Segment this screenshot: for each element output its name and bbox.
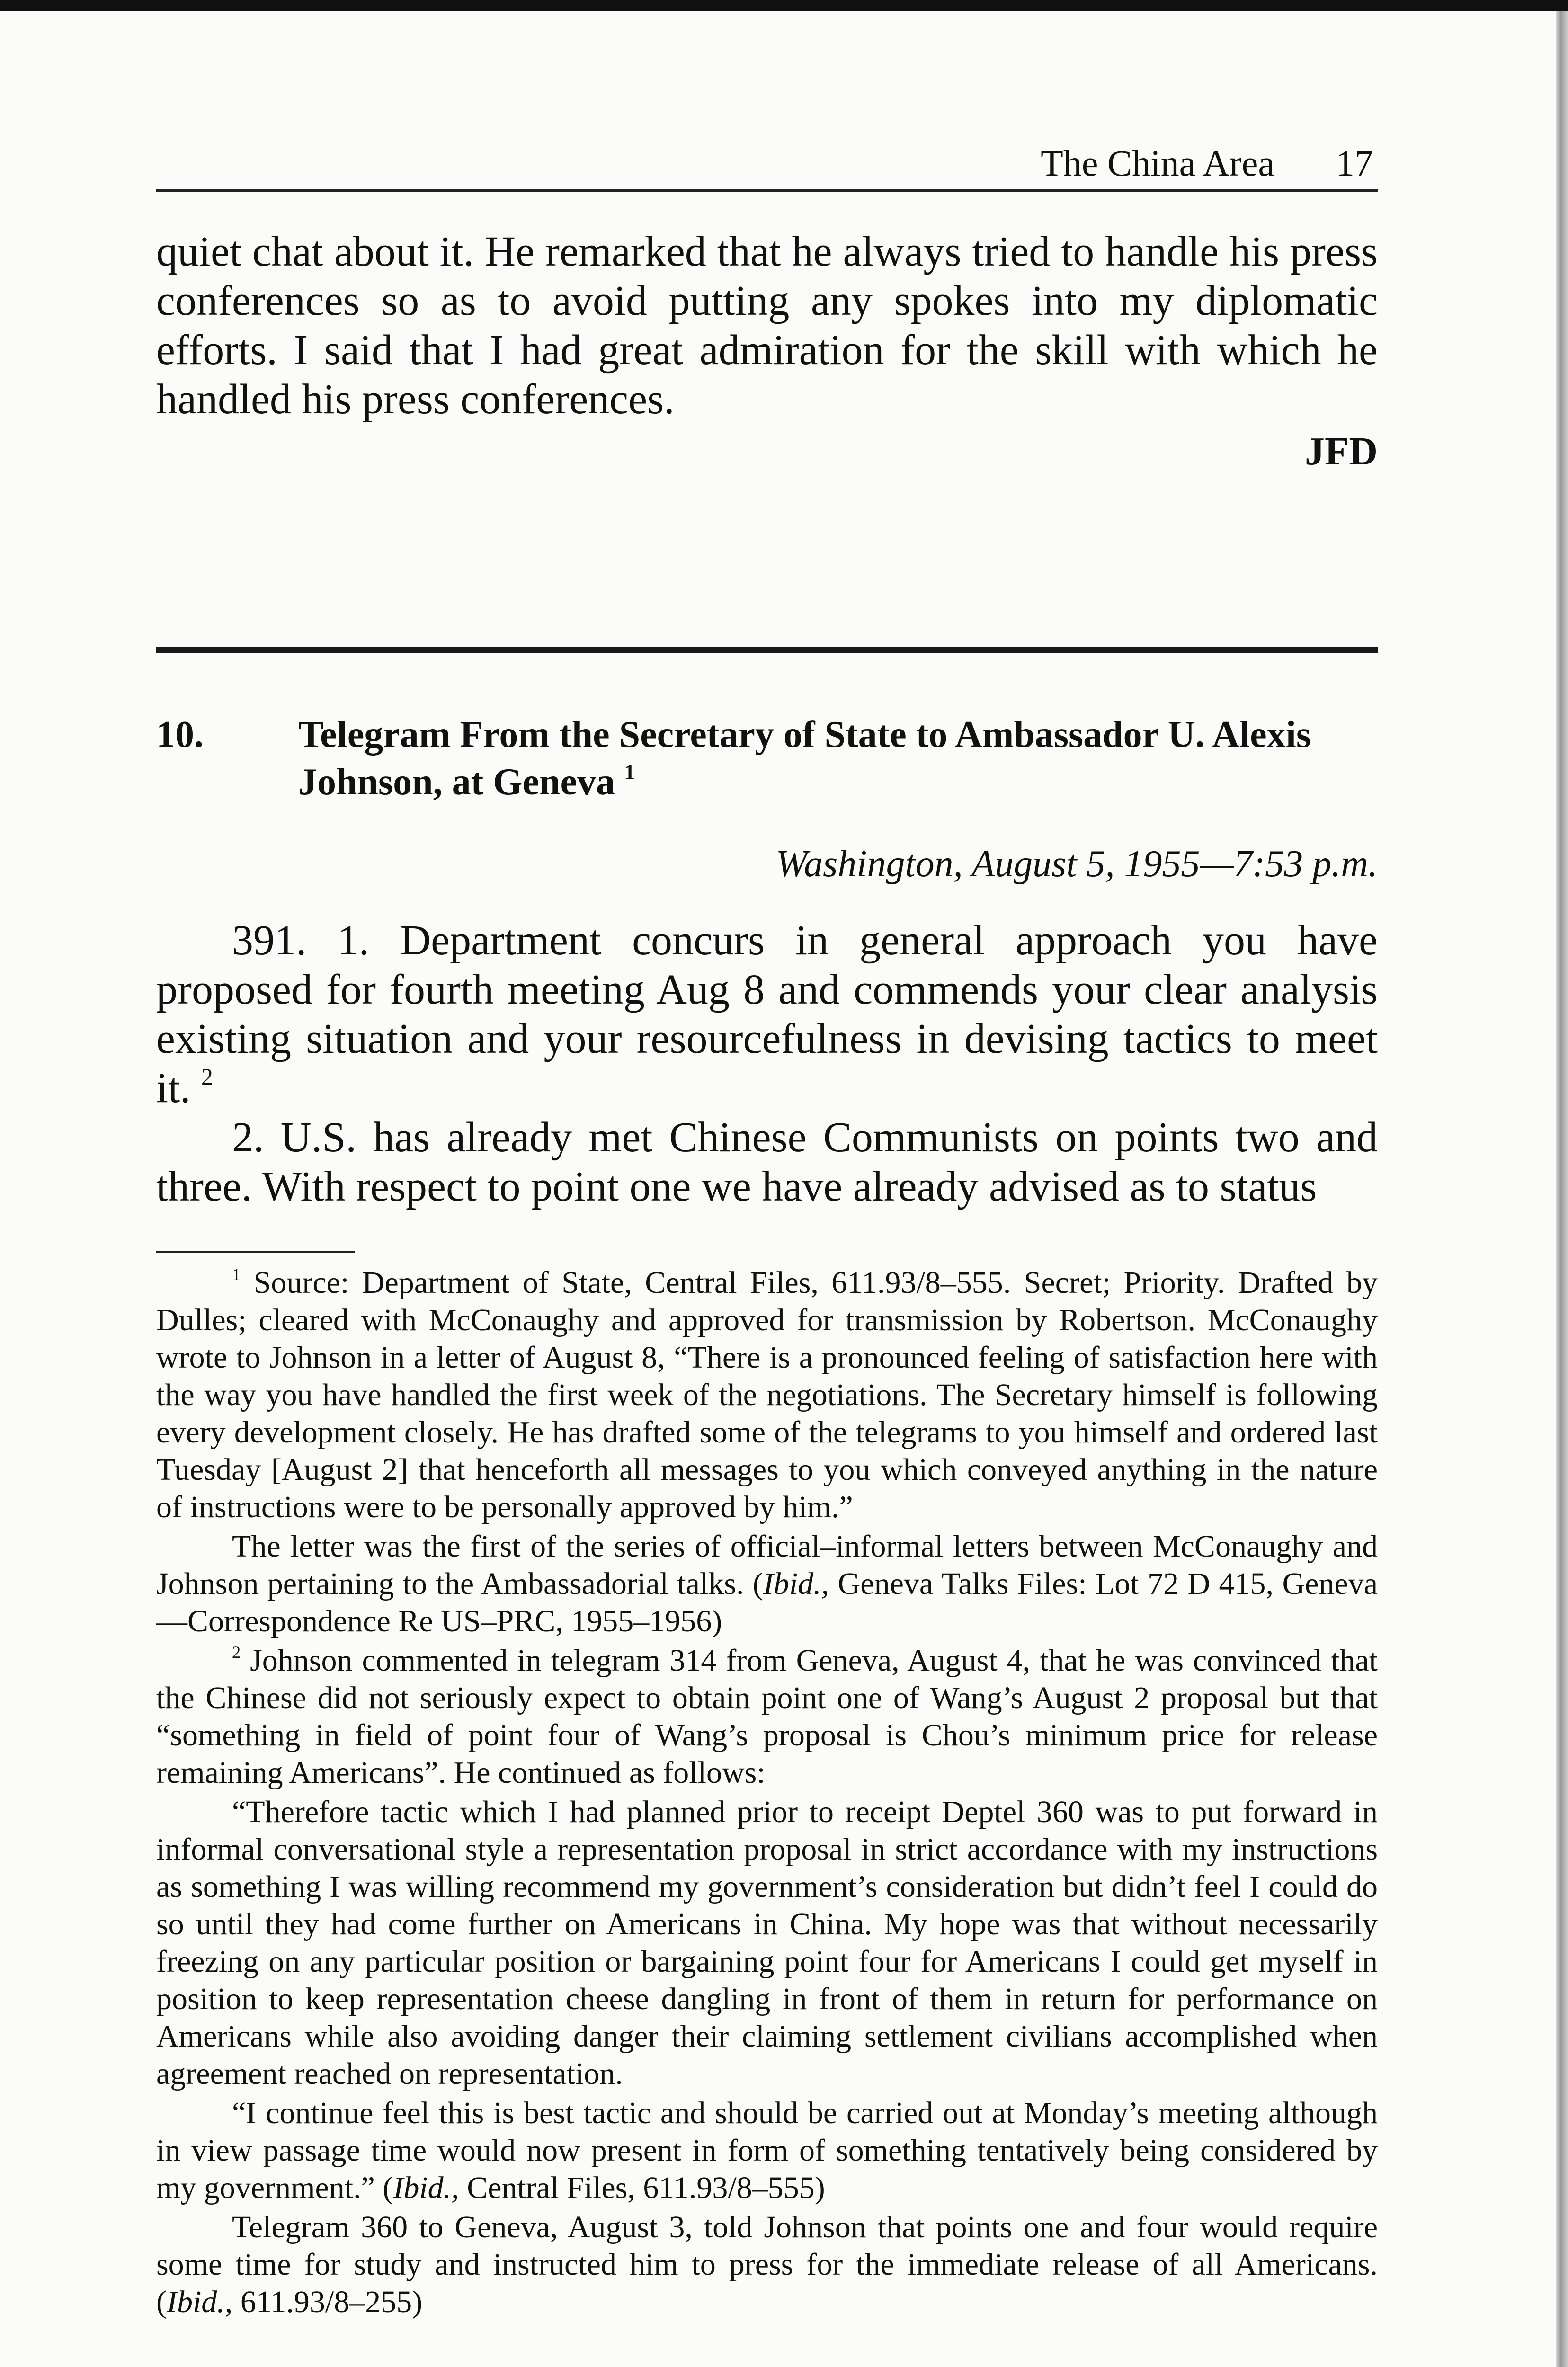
footnote-2-last-post: 611.93/8–255) [232,2285,423,2319]
footnote-1 [156,1264,1378,1526]
carryover-paragraph: quiet chat about it. He remarked that he always tried to handle his press conferences so as to avoid putting any spokes into my diplomatic efforts. I said that I had great admiration for the skill with which he handled his press conferences. [156,228,1378,423]
document-number: 10. [156,714,204,756]
footnote-2-quote-2-ibid: Ibid., [393,2171,459,2205]
footnote-2-last [156,2208,1378,2321]
footnote-2-marker: 2 [232,1642,241,1662]
footnote-1-text: Source: Department of State, Central Files, 611.93/8–555. Secret; Priority. Drafted by Dulles; cleared with McConaughy and approved for transmission by Robertson. McConaughy wrote to Johnson in a letter of August 8, “There is a pronounced feeling of satisfaction here with the way you have handled the first week of the negotiations. The Secretary himself is following every development closely. He has drafted some of the telegrams to you himself and ordered last Tuesday [August 2] that henceforth all messages to you which conveyed anything in the nature of instructions were to be personally approved by him.” [156,1265,1378,1524]
signature-initials: JFD [1305,429,1378,473]
book-spine-edge [1556,11,1568,2367]
document-title [298,711,1378,806]
footnote-1-marker: 1 [232,1264,241,1284]
footnote-rule [156,1251,355,1253]
footnotes [156,1264,1378,2323]
document-title-text: Telegram From the Secretary of State to Ambassador U. Alexis Johnson, at Geneva [298,714,1311,803]
footnote-1b-pre: The letter was the first of the series of official–informal letters between McConaughy and Johnson pertaining to the Ambassadorial talks. ( [156,1529,1378,1601]
footnote-ref-2: 2 [201,1063,213,1090]
running-head [156,137,1378,192]
page-number: 17 [1336,142,1373,184]
footnote-1b-post: Geneva Talks Files: Lot 72 D 415, Geneva—Correspondence Re US–PRC, 1955–1956) [156,1566,1378,1638]
telegram-paragraph-1 [156,916,1378,1113]
telegram-body [156,916,1378,1211]
telegram-paragraph-2: 2. U.S. has already met Chinese Communists on points two and three. With respect to point one we have already advised as to status [156,1114,1378,1210]
document-separator-rule [156,647,1378,653]
footnote-2-last-ibid: Ibid., [166,2285,233,2319]
footnote-2-text: Johnson commented in telegram 314 from Geneva, August 4, that he was convinced that the Chinese did not seriously expect to obtain point one of Wang’s August 2 proposal but that “something in field of point four of Wang’s proposal is Chou’s minimum price for release remaining Americans”. He continued as follows: [156,1643,1378,1790]
footnote-2-quote-2-post: Central Files, 611.93/8–555) [459,2171,825,2205]
footnote-2-quote-2 [156,2094,1378,2207]
footnote-1-continuation [156,1528,1378,1640]
footnote-ref-1: 1 [624,760,635,783]
dateline: Washington, August 5, 1955—7:53 p.m. [775,843,1378,885]
carryover-paragraph-block [156,227,1378,424]
telegram-paragraph-1-text: 391. 1. Department concurs in general approach you have proposed for fourth meeting Aug 8 and commends your clear analysis existing situation and your resourcefulness in devising tactics to meet it. [156,917,1378,1112]
scan-top-border [0,0,1568,11]
footnote-1b-ibid: Ibid., [763,1566,829,1601]
document-heading [156,711,1378,806]
footnote-2 [156,1642,1378,1791]
running-head-title: The China Area [1041,142,1274,184]
footnote-2-quote-1: “Therefore tactic which I had planned prior to receipt Deptel 360 was to put forward in informal conversational style a representation proposal in strict accordance with my instructions as something I was willing recommend my government’s consideration but didn’t feel I could do so until they had come further on Americans in China. My hope was that without necessarily freezing on any particular position or bargaining point four for Americans I could get myself in position to keep representation cheese dangling in front of them in return for performance on Americans while also avoiding danger their claiming settlement civilians accomplished when agreement reached on representation. [156,1795,1378,2091]
footnote-2-last-pre: Telegram 360 to Geneva, August 3, told Johnson that points one and four would require some time for study and instructed him to press for the immediate release of all Americans. ( [156,2210,1378,2319]
footnote-2-quote-2-pre: “I continue feel this is best tactic and should be carried out at Monday’s meeting although in view passage time would now present in form of something tentatively being considered by my government.” ( [156,2096,1378,2205]
